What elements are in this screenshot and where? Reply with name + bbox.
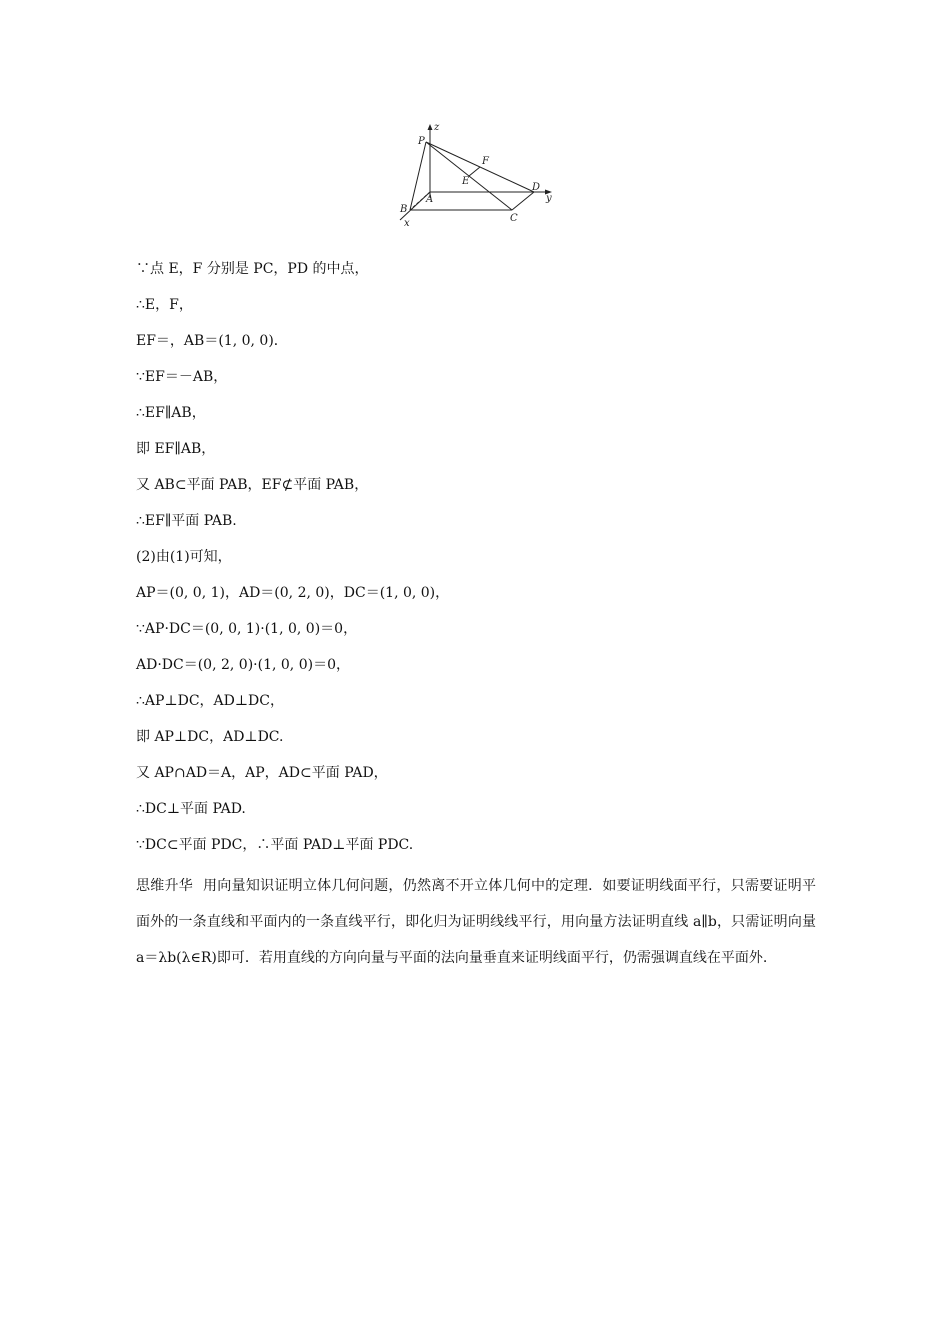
proof-line: 又 AP∩AD＝A，AP，AD⊂平面 PAD， (136, 765, 388, 781)
label-c: C (510, 213, 518, 224)
proof-text (136, 256, 816, 976)
proof-line: 即 AP⊥DC，AD⊥DC. (136, 729, 284, 745)
proof-line: AD·DC＝(0, 2, 0)·(1, 0, 0)＝0， (136, 657, 350, 673)
label-a: A (426, 194, 434, 205)
proof-line: ∵AP·DC＝(0, 0, 1)·(1, 0, 0)＝0， (136, 621, 358, 637)
label-e: E (462, 176, 470, 187)
proof-line: ∴EF∥平面 PAB. (136, 513, 237, 529)
geometry-figure (390, 118, 560, 230)
summary-text: 用向量知识证明立体几何问题，仍然离不开立体几何中的定理．如要证明线面平行，只需要证明平面外的一条直线和平面内的一条直线平行，即化归为证明线线平行，用向量方法证明直线 a∥b，只需证明向量 a＝λb(λ∈R)即可．若用直线的方向向量与平面的法向量垂直来证明线面平行，仍需强调直线在平面外. (136, 878, 817, 966)
edge-pb (410, 142, 426, 210)
label-z: z (434, 122, 440, 133)
proof-line: AP＝(0, 0, 1)，AD＝(0, 2, 0)，DC＝(1, 0, 0)， (136, 585, 450, 601)
label-f: F (482, 156, 489, 167)
label-p: P (418, 136, 425, 147)
proof-line: EF＝，AB＝(1, 0, 0)． (136, 333, 288, 349)
z-axis-arrow (428, 124, 433, 130)
label-b: B (400, 204, 408, 215)
label-y: y (546, 193, 552, 204)
proof-line: ∵DC⊂平面 PDC，∴平面 PAD⊥平面 PDC. (136, 837, 414, 853)
proof-line: ∴EF∥AB， (136, 405, 206, 421)
proof-line: 又 AB⊂平面 PAB，EF⊄平面 PAB， (136, 477, 369, 493)
pyramid-diagram (390, 118, 560, 230)
segment-ef (469, 167, 480, 176)
summary-label: 思维升华 (136, 878, 194, 894)
summary-paragraph (136, 868, 816, 976)
edge-cd (512, 192, 534, 210)
proof-line: ∴DC⊥平面 PAD. (136, 801, 246, 817)
proof-line: 即 EF∥AB， (136, 441, 216, 457)
proof-line: ∴E，F， (136, 297, 193, 313)
proof-line: ∵EF＝－AB， (136, 369, 228, 385)
proof-line: ∵点 E，F 分别是 PC，PD 的中点， (136, 261, 369, 277)
proof-line: (2)由(1)可知， (136, 549, 232, 565)
label-d: D (532, 182, 541, 193)
proof-line: ∴AP⊥DC，AD⊥DC， (136, 693, 284, 709)
label-x: x (404, 218, 410, 229)
